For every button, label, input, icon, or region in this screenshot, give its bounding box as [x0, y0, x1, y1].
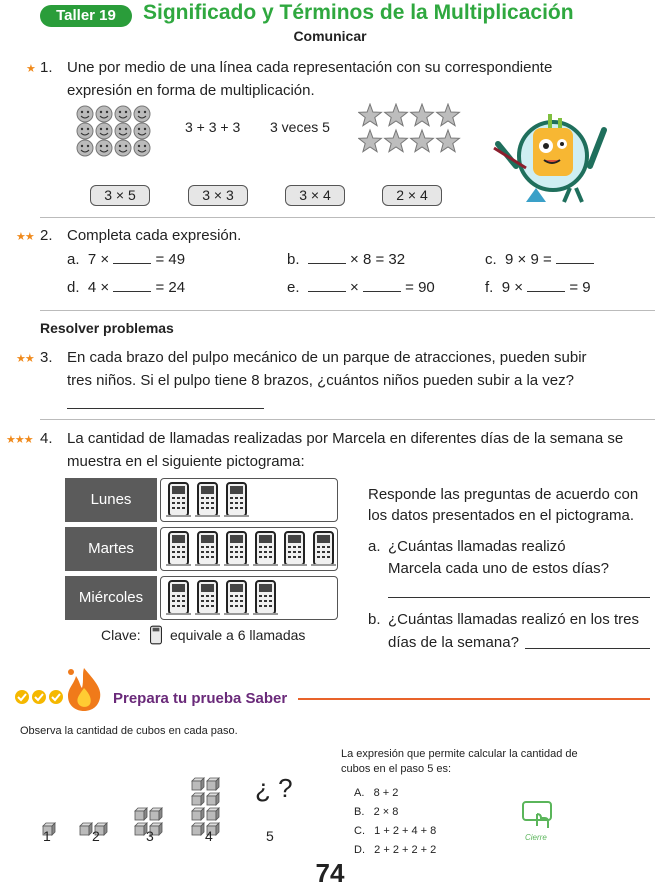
- cube-icon: [206, 777, 220, 791]
- starfish-icon: [437, 104, 460, 126]
- starfish-group[interactable]: [358, 103, 462, 155]
- question-number: 4.: [40, 430, 53, 447]
- sub-question-letter: a.: [368, 538, 381, 555]
- phone-icon: [252, 580, 279, 616]
- robot-mascot-illustration: [486, 108, 620, 204]
- exercise-e: e. × = 90: [287, 279, 435, 296]
- section-subtitle: Comunicar: [293, 28, 367, 44]
- unknown-step: ¿ ?: [255, 773, 293, 803]
- starfish-icon: [385, 104, 408, 126]
- cube-icon: [149, 807, 163, 821]
- cube-icon: [134, 807, 148, 821]
- smiley-face-icon: [77, 106, 93, 122]
- sub-question-letter: b.: [368, 611, 381, 628]
- phone-icon: [310, 531, 337, 567]
- saber-question: La expresión que permite calcular la cantidad de: [341, 748, 578, 760]
- smiley-face-icon: [115, 140, 131, 156]
- section-heading: Resolver problemas: [40, 320, 174, 336]
- smiley-face-icon: [115, 123, 131, 139]
- saber-rule: [298, 698, 650, 700]
- option-pill[interactable]: 3 × 5: [90, 185, 150, 206]
- pictogram-row: [160, 576, 338, 620]
- sub-question-text: ¿Cuántas llamadas realizó: [388, 538, 566, 555]
- question-text: La cantidad de llamadas realizadas por Marcela en diferentes días de la semana se: [67, 430, 624, 447]
- cube-icon: [191, 807, 205, 821]
- phone-icon: [194, 482, 221, 518]
- saber-question: cubos en el paso 5 es:: [341, 763, 452, 775]
- answer-line[interactable]: [388, 597, 650, 598]
- key-text: equivale a 6 llamadas: [170, 627, 306, 643]
- exercise-c: c. 9 × 9 =: [485, 248, 594, 271]
- option-pill[interactable]: 3 × 4: [285, 185, 345, 206]
- pictogram-row-label: Miércoles: [65, 576, 157, 620]
- pictogram-row-label: Lunes: [65, 478, 157, 522]
- close-touch-icon[interactable]: [521, 800, 557, 830]
- sub-question-text: días de la semana?: [388, 634, 519, 651]
- option-pill[interactable]: 2 × 4: [382, 185, 442, 206]
- check-badges: [14, 688, 66, 706]
- phone-icon: [149, 623, 163, 647]
- phone-icon: [165, 482, 192, 518]
- smiley-face-icon: [134, 106, 150, 122]
- question-text: Completa cada expresión.: [67, 227, 242, 244]
- cube-icon: [206, 792, 220, 806]
- page-title: Significado y Términos de la Multiplicación: [143, 1, 574, 24]
- answer-option[interactable]: A. 8 + 2: [354, 787, 399, 799]
- sub-question-text: ¿Cuántas llamadas realizó en los tres: [388, 611, 639, 628]
- smiley-face-icon: [134, 123, 150, 139]
- phone-icon: [165, 531, 192, 567]
- starfish-icon: [411, 104, 434, 126]
- cube-icon: [79, 822, 93, 836]
- exercise-a: a. 7 × = 49: [67, 251, 186, 268]
- difficulty-stars: ★★★: [6, 434, 33, 446]
- representation-sum[interactable]: 3 + 3 + 3: [185, 119, 241, 135]
- smiley-face-icon: [115, 106, 131, 122]
- phone-icon: [252, 531, 279, 567]
- starfish-icon: [359, 104, 382, 126]
- exercise-d: d. 4 × = 24: [67, 279, 186, 296]
- starfish-icon: [359, 130, 382, 152]
- pictogram-row: [160, 478, 338, 522]
- difficulty-stars: ★: [26, 63, 35, 75]
- answer-line[interactable]: [525, 648, 650, 649]
- difficulty-stars: ★★: [16, 353, 34, 365]
- step-number: 4: [205, 828, 213, 844]
- exercise-b: b. × 8 = 32: [287, 251, 406, 268]
- saber-intro: Observa la cantidad de cubos en cada paso.: [20, 725, 238, 737]
- phone-icon: [194, 531, 221, 567]
- cube-icon: [191, 792, 205, 806]
- question-text: En cada brazo del pulpo mecánico de un parque de atracciones, pueden subir: [67, 349, 587, 366]
- question-text: Une por medio de una línea cada representación con su correspondiente: [67, 59, 553, 76]
- answer-blank[interactable]: [308, 278, 346, 292]
- pictogram-row: [160, 527, 338, 571]
- answer-blank[interactable]: [556, 250, 594, 264]
- key-label: Clave:: [101, 627, 141, 643]
- question-text: tres niños. Si el pulpo tiene 8 brazos, ¿cuántos niños pueden subir a la vez?: [67, 372, 574, 389]
- workshop-badge: Taller 19: [40, 5, 132, 27]
- exercise-f: f. 9 × = 9: [485, 279, 591, 296]
- instruction-text: los datos presentados en el pictograma.: [368, 507, 634, 524]
- step-number: 2: [92, 828, 100, 844]
- answer-option[interactable]: D. 2 + 2 + 2 + 2: [354, 844, 437, 856]
- phone-icon: [281, 531, 308, 567]
- question-number: 3.: [40, 349, 53, 366]
- flame-icon: [64, 666, 104, 712]
- divider: [40, 310, 655, 311]
- page-number: 74: [315, 858, 345, 887]
- step-number: 5: [266, 828, 274, 844]
- question-number: 2.: [40, 227, 53, 244]
- question-number: 1.: [40, 59, 53, 76]
- answer-option[interactable]: C. 1 + 2 + 4 + 8: [354, 825, 437, 837]
- instruction-text: Responde las preguntas de acuerdo con: [368, 486, 639, 503]
- phone-icon: [165, 580, 192, 616]
- phone-icon: [223, 580, 250, 616]
- representation-words[interactable]: 3 veces 5: [270, 119, 330, 135]
- starfish-icon: [411, 130, 434, 152]
- divider: [40, 419, 655, 420]
- step-number: 3: [146, 828, 154, 844]
- answer-blank[interactable]: [113, 250, 151, 264]
- question-text: expresión en forma de multiplicación.: [67, 82, 315, 99]
- phone-icon: [223, 482, 250, 518]
- pictogram-row-label: Martes: [65, 527, 157, 571]
- close-label[interactable]: Cierre: [525, 833, 547, 842]
- cube-icon: [206, 807, 220, 821]
- smiley-face-icon: [96, 106, 112, 122]
- answer-blank[interactable]: [113, 278, 151, 292]
- starfish-icon: [385, 130, 408, 152]
- cube-icon: [191, 822, 205, 836]
- smiley-face-icon: [134, 140, 150, 156]
- smiley-face-icon: [77, 140, 93, 156]
- question-text: muestra en el siguiente pictograma:: [67, 453, 305, 470]
- step-number: 1: [43, 828, 51, 844]
- smiley-face-icon: [96, 140, 112, 156]
- answer-blank[interactable]: [363, 278, 401, 292]
- answer-blank[interactable]: [527, 278, 565, 292]
- sub-question-text: Marcela cada uno de estos días?: [388, 560, 609, 577]
- option-pill[interactable]: 3 × 3: [188, 185, 248, 206]
- smiley-face-icon: [96, 123, 112, 139]
- phone-icon: [223, 531, 250, 567]
- answer-line[interactable]: [67, 408, 264, 409]
- cube-icon: [191, 777, 205, 791]
- smiley-faces-group[interactable]: [76, 105, 154, 157]
- starfish-icon: [437, 130, 460, 152]
- saber-title: Prepara tu prueba Saber: [113, 690, 288, 707]
- answer-option[interactable]: B. 2 × 8: [354, 806, 399, 818]
- smiley-face-icon: [77, 123, 93, 139]
- phone-icon: [194, 580, 221, 616]
- difficulty-stars: ★★: [16, 231, 34, 243]
- answer-blank[interactable]: [308, 250, 346, 264]
- divider: [40, 217, 655, 218]
